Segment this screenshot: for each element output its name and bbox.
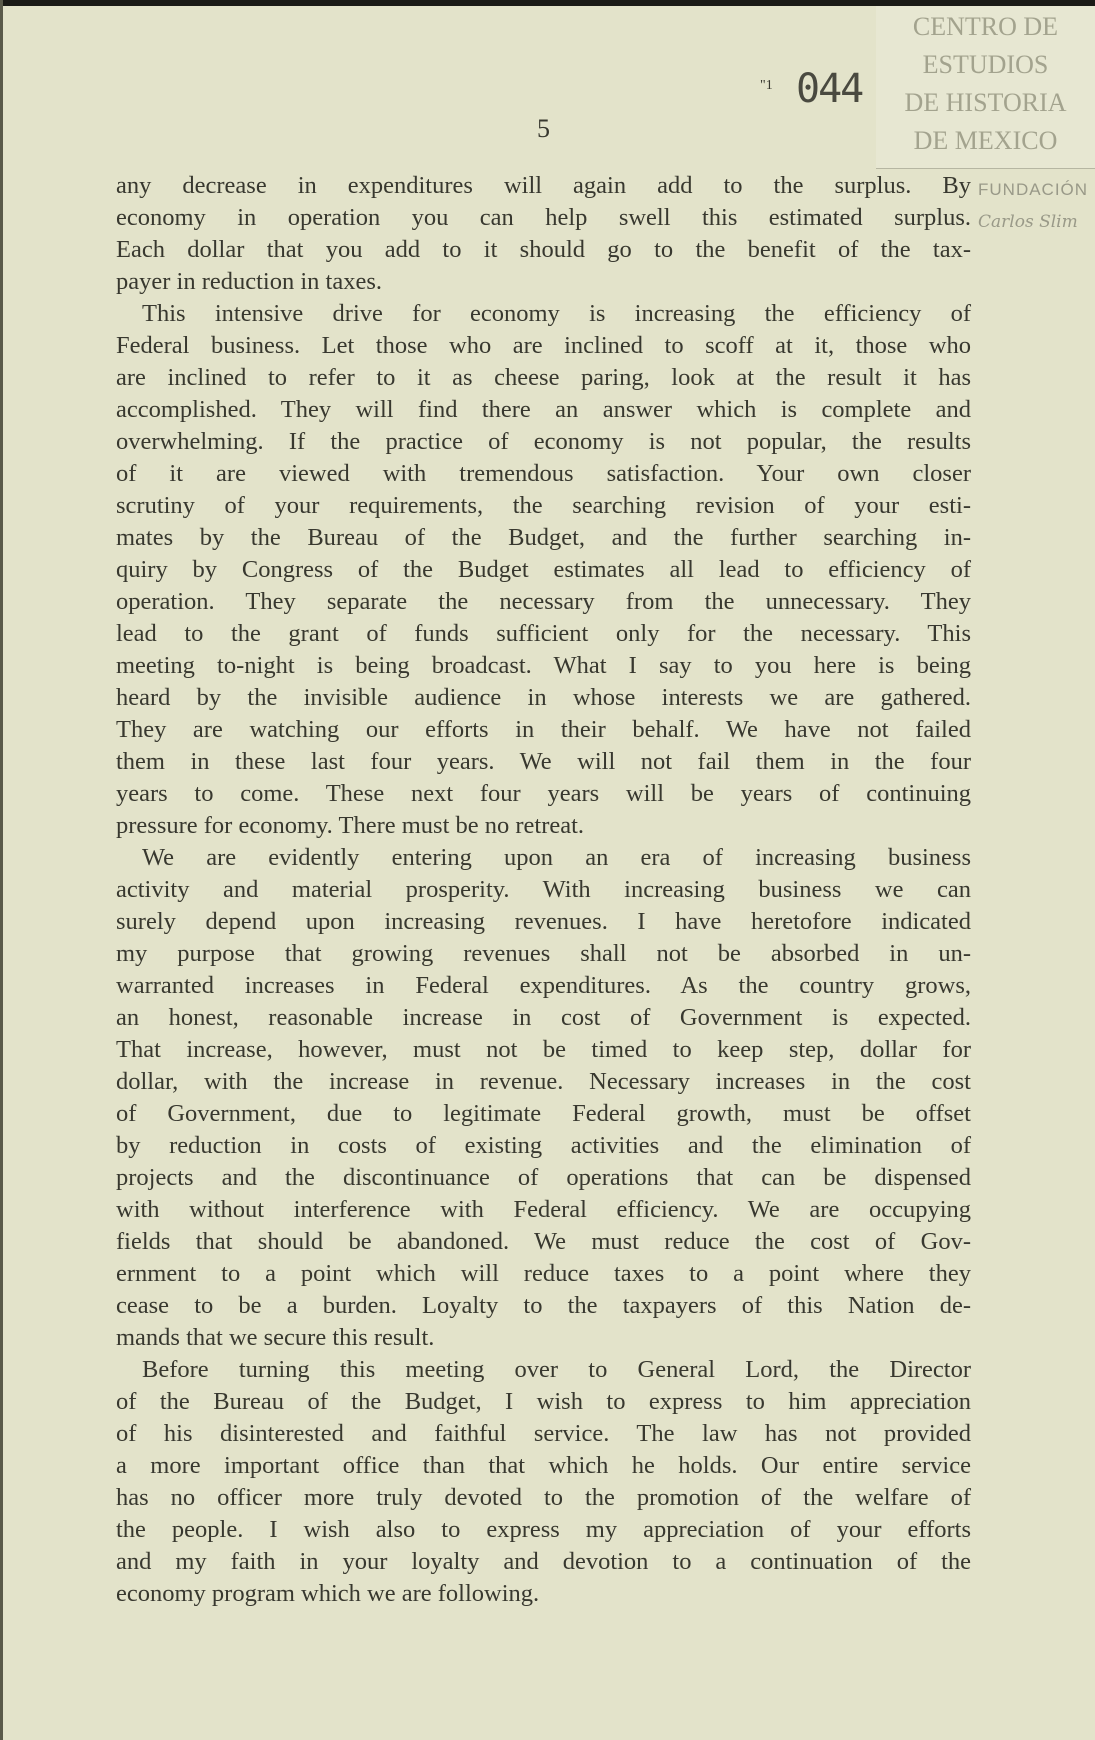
stray-mark: "1 (760, 78, 773, 93)
scan-left-border (0, 0, 3, 1740)
paragraph (116, 842, 971, 1354)
text-line: an honest, reasonable increase in cost of Government is expected. (116, 1004, 971, 1031)
text-line: of Government, due to legitimate Federal growth, must be offset (116, 1100, 971, 1127)
watermark-line: CENTRO DE (912, 12, 1059, 41)
watermark-line: DE HISTORIA (904, 88, 1067, 117)
paragraph (116, 170, 971, 298)
text-line: ernment to a point which will reduce taxes to a point where they (116, 1260, 971, 1287)
text-line: any decrease in expenditures will again add to the surplus. By (116, 172, 971, 199)
page-number: 5 (537, 114, 550, 143)
text-line: activity and material prosperity. With increasing business we can (116, 876, 971, 903)
text-line: are inclined to refer to it as cheese paring, look at the result it has (116, 364, 971, 391)
text-line: They are watching our efforts in their behalf. We have not failed (116, 716, 971, 743)
archive-stamp-number: 044 (796, 66, 863, 112)
watermark-foundation: FUNDACIÓN (978, 180, 1089, 199)
text-line: We are evidently entering upon an era of increasing business (142, 844, 971, 871)
text-line: projects and the discontinuance of operations that can be dispensed (116, 1164, 971, 1191)
watermark-divider (876, 168, 1095, 169)
text-line: Federal business. Let those who are inclined to scoff at it, those who (116, 332, 971, 359)
text-line: This intensive drive for economy is increasing the efficiency of (142, 300, 971, 327)
text-line: and my faith in your loyalty and devotion to a continuation of the (116, 1548, 971, 1575)
text-line: cease to be a burden. Loyalty to the taxpayers of this Nation de- (116, 1292, 971, 1319)
text-line: pressure for economy. There must be no retreat. (116, 812, 585, 839)
text-line: them in these last four years. We will not fail them in the four (116, 748, 971, 775)
text-line: dollar, with the increase in revenue. Necessary increases in the cost (116, 1068, 971, 1095)
text-line: accomplished. They will find there an answer which is complete and (116, 396, 971, 423)
text-line: payer in reduction in taxes. (116, 268, 383, 295)
text-line: That increase, however, must not be timed to keep step, dollar for (116, 1036, 971, 1063)
text-line: of it are viewed with tremendous satisfaction. Your own closer (116, 460, 971, 487)
text-line: fields that should be abandoned. We must reduce the cost of Gov- (116, 1228, 971, 1255)
text-line: Each dollar that you add to it should go to the benefit of the tax- (116, 236, 971, 263)
text-line: my purpose that growing revenues shall not be absorbed in un- (116, 940, 971, 967)
watermark-line: ESTUDIOS (922, 50, 1049, 79)
text-line: mands that we secure this result. (116, 1324, 435, 1351)
paragraph (116, 1354, 971, 1610)
text-line: meeting to-night is being broadcast. What I say to you here is being (116, 652, 971, 679)
text-line: quiry by Congress of the Budget estimates all lead to efficiency of (116, 556, 971, 583)
document-body (116, 170, 971, 1610)
text-line: overwhelming. If the practice of economy is not popular, the results (116, 428, 971, 455)
text-line: Before turning this meeting over to General Lord, the Director (142, 1356, 971, 1383)
text-line: lead to the grant of funds sufficient only for the necessary. This (116, 620, 971, 647)
watermark-signature: Carlos Slim (978, 212, 1078, 232)
text-line: economy program which we are following. (116, 1580, 540, 1607)
watermark-line: DE MEXICO (913, 126, 1058, 155)
text-line: a more important office than that which he holds. Our entire service (116, 1452, 971, 1479)
text-line: heard by the invisible audience in whose interests we are gathered. (116, 684, 971, 711)
text-line: has no officer more truly devoted to the promotion of the welfare of (116, 1484, 971, 1511)
paragraph (116, 298, 971, 842)
text-line: years to come. These next four years will be years of continuing (116, 780, 971, 807)
text-line: the people. I wish also to express my appreciation of your efforts (116, 1516, 971, 1543)
text-line: scrutiny of your requirements, the searching revision of your esti- (116, 492, 971, 519)
text-line: warranted increases in Federal expenditures. As the country grows, (116, 972, 971, 999)
text-line: with without interference with Federal efficiency. We are occupying (116, 1196, 971, 1223)
text-line: by reduction in costs of existing activities and the elimination of (116, 1132, 971, 1159)
text-line: mates by the Bureau of the Budget, and the further searching in- (116, 524, 971, 551)
text-line: surely depend upon increasing revenues. I have heretofore indicated (116, 908, 971, 935)
text-line: operation. They separate the necessary from the unnecessary. They (116, 588, 971, 615)
text-line: economy in operation you can help swell this estimated surplus. (116, 204, 971, 231)
text-line: of his disinterested and faithful service. The law has not provided (116, 1420, 971, 1447)
text-line: of the Bureau of the Budget, I wish to express to him appreciation (116, 1388, 971, 1415)
